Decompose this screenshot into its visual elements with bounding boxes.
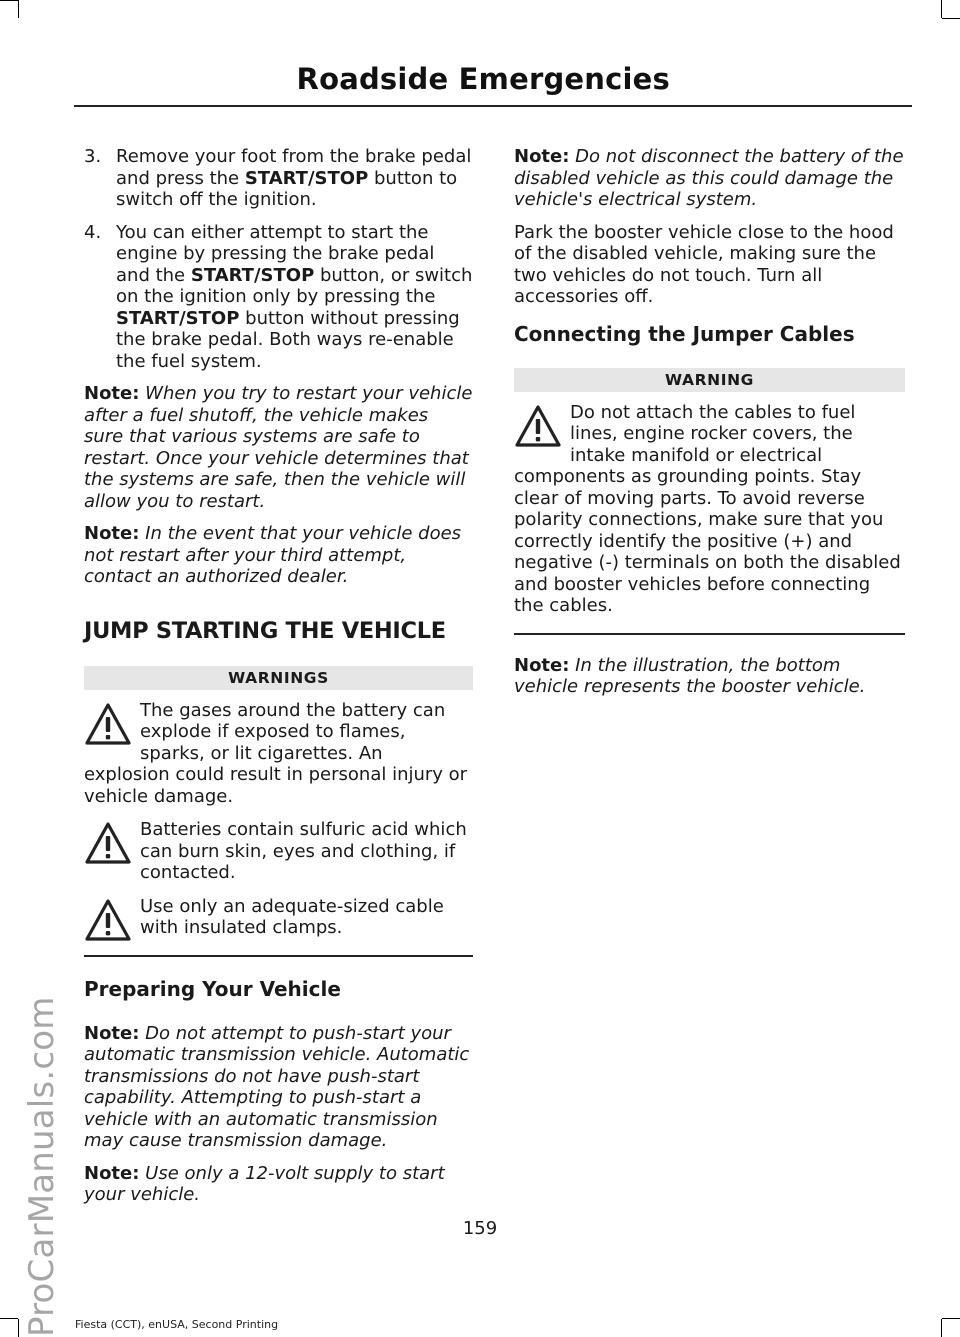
step-number: 4. [84,221,102,243]
note [514,146,905,211]
warning-item [84,700,473,808]
warning-item [84,896,473,939]
warning-text: Batteries contain sulfuric acid which can burn skin, eyes and clothing, if contacted. [140,819,467,883]
crop-mark [18,1319,19,1337]
crop-mark [942,1318,960,1319]
list-item [84,222,473,373]
left-column [84,146,473,1217]
note-text: Do not disconnect the battery of the disabled vehicle as this could damage the vehicle's electrical system. [514,146,904,210]
step-text [116,146,473,211]
note-text: In the event that your vehicle does not restart after your third attempt, contact an authorized dealer. [84,523,462,587]
page-number: 159 [462,1218,498,1239]
step-text-part: button, or switch on the ignition only by pressing the [116,264,473,307]
note-label: Note: [514,654,570,676]
button-name: START/STOP [244,167,369,189]
note-label: Note: [84,1022,140,1044]
note-text: Use only a 12-volt supply to start your vehicle. [84,1162,445,1205]
warnings-divider [84,955,473,957]
paragraph: Park the booster vehicle close to the hood of the disabled vehicle, making sure the two vehicles do not touch. Turn all accessories off. [514,221,894,307]
crop-mark [0,1318,18,1319]
warning-text: The gases around the battery can explode if exposed to flames, sparks, or lit cigarettes. An explosion could result in personal injury or vehicle damage. [84,699,468,807]
note-label: Note: [84,523,140,544]
note [84,1023,473,1152]
right-column [514,146,905,709]
warning-triangle-icon [514,404,562,448]
step-text-part: button to switch off the ignition. [116,167,458,210]
note [84,523,473,588]
note-label: Note: [84,1162,140,1184]
warning-triangle-icon [84,898,132,942]
crop-mark [18,0,19,18]
warning-item [84,819,473,884]
button-name: START/STOP [190,264,315,286]
warning-header: WARNING [514,368,905,392]
note-text: When you try to restart your vehicle after a fuel shutoff, the vehicle makes sure that various systems are safe to restart. Once your vehicle determines that the systems are safe, then the vehicle will allow you to restart. [84,383,473,512]
note-text: In the illustration, the bottom vehicle represents the booster vehicle. [514,654,866,697]
crop-mark [941,0,942,18]
step-text [116,222,473,373]
warning-triangle-icon [84,821,132,865]
note [84,383,473,512]
note-label: Note: [514,146,570,167]
page-title: Roadside Emergencies [296,62,670,96]
subsection-heading: Connecting the Jumper Cables [514,321,855,346]
step-text-part: button without pressing the brake pedal. Both ways re-enable the fuel system. [116,307,460,372]
note-label: Note: [84,383,140,404]
warning-divider [514,633,905,635]
crop-mark [0,0,18,1]
step-number: 3. [84,146,102,167]
crop-mark [942,18,960,19]
step-text-part: You can either attempt to start the engine by pressing the brake pedal and the [116,221,435,286]
footer-text: Fiesta (CCT), enUSA, Second Printing [75,1318,279,1331]
button-name: START/STOP [116,307,240,329]
note-text: Do not attempt to push-start your automatic transmission vehicle. Automatic transmissions do not have push-start capability. Attempting to push-start a vehicle with an automatic transmission may cause transmission damage. [84,1022,470,1151]
header-divider [74,105,912,107]
warning-text: Use only an adequate-sized cable with insulated clamps. [140,895,444,938]
section-heading: JUMP STARTING THE VEHICLE [84,617,446,644]
note [514,655,905,698]
list-item [84,146,473,211]
subsection-heading: Preparing Your Vehicle [84,976,341,1001]
warning-triangle-icon [84,702,132,746]
warnings-header: WARNINGS [84,666,473,690]
crop-mark [941,1319,942,1337]
step-text-part: Remove your foot from the brake pedal and press the [116,146,472,189]
note [84,1163,473,1206]
warning-item [514,402,905,617]
watermark: ProCarManuals.com [22,996,62,1337]
warning-text: Do not attach the cables to fuel lines, engine rocker covers, the intake manifold or electrical components as grounding points. Stay clear of moving parts. To avoid reverse polarity connections, make sure that you correctly identify the positive (+) and negative (-) terminals on both the disabled and booster vehicles before connecting the cables. [514,401,901,616]
